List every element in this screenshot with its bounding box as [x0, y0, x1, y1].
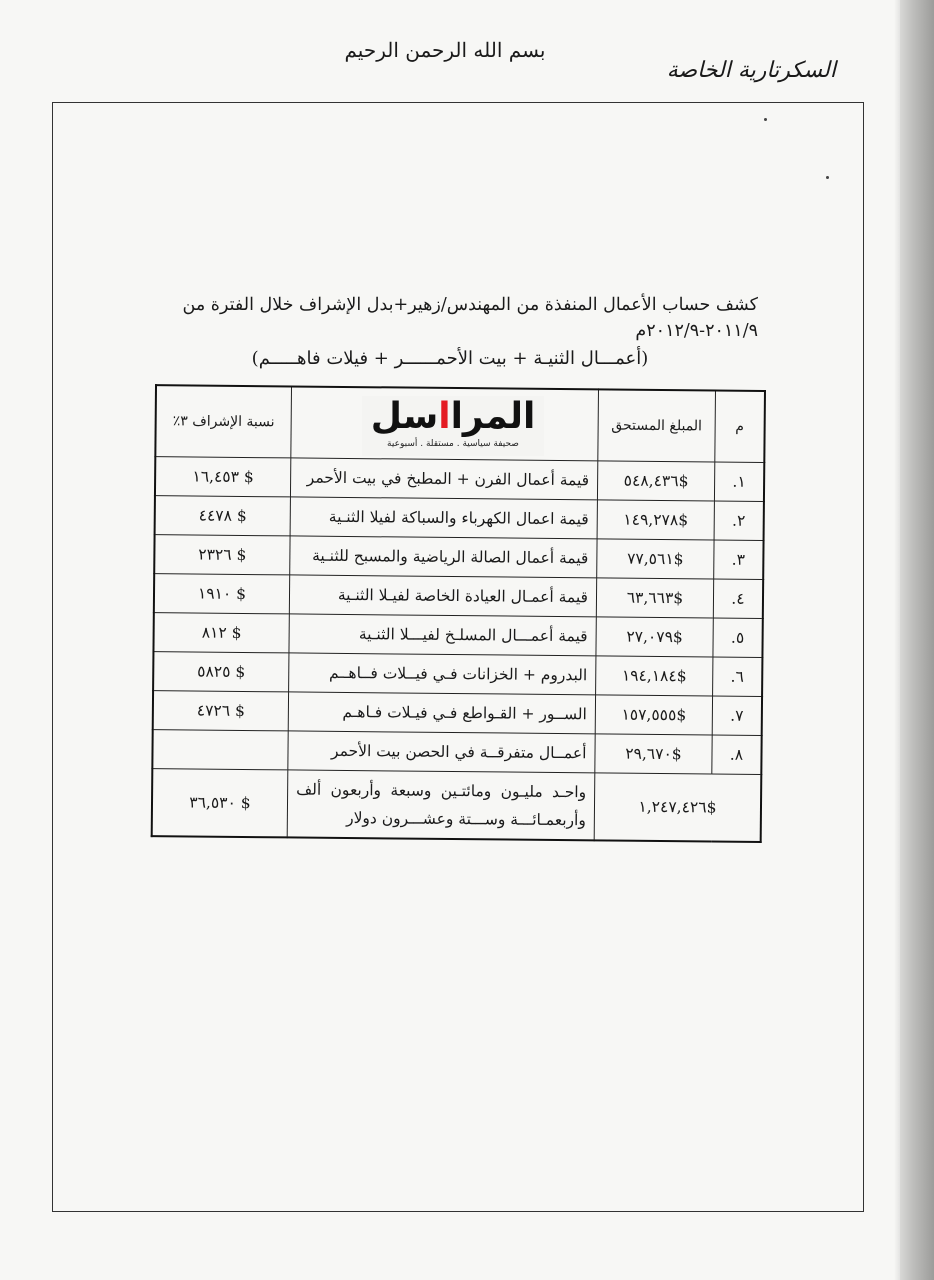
row-supervision: $ ٢٣٢٦ — [154, 535, 290, 575]
row-supervision: $ ٤٧٢٦ — [153, 691, 289, 731]
row-amount: $١٥٧,٥٥٥ — [595, 695, 712, 735]
row-number: ٤. — [713, 579, 763, 618]
row-supervision: $ ١٩١٠ — [154, 574, 290, 614]
total-amount: $١,٢٤٧,٤٢٦ — [594, 773, 761, 842]
header-amount: المبلغ المستحق — [598, 389, 716, 462]
page-shadow — [894, 0, 900, 1280]
header-supervision: نسبة الإشراف ٣٪ — [155, 385, 291, 458]
row-supervision: $ ٥٨٢٥ — [153, 652, 289, 692]
document-title: كشف حساب الأعمال المنفذة من المهندس/زهير+بدل الإشراف خلال الفترة من ٢٠١١/٩-٢٠١٢/٩م — [182, 295, 758, 341]
row-number: ٨. — [712, 735, 762, 774]
table-row — [154, 574, 763, 619]
table-row — [155, 457, 764, 502]
row-amount: $٦٣,٦٦٣ — [596, 578, 713, 618]
row-description: قيمة أعمـال العيادة الخاصة لفيـلا الثنـية — [289, 575, 596, 617]
table-row — [153, 691, 762, 736]
document-subtitle: (أعمـــال الثنيـة + بيت الأحمــــــر + فيلات فاهـــــم) — [251, 348, 649, 369]
logo-wordmark-part: سل — [370, 396, 439, 437]
row-supervision: $ ٨١٢ — [153, 613, 289, 653]
row-amount: $٥٤٨,٤٣٦ — [597, 461, 714, 501]
row-number: ٢. — [714, 501, 764, 540]
row-description: قيمة أعمال الفرن + المطبخ في بيت الأحمر — [290, 458, 597, 500]
scan-speck — [764, 118, 767, 121]
logo-red-drop: ا — [438, 396, 451, 437]
row-number: ٣. — [714, 540, 764, 579]
total-row — [152, 769, 762, 842]
row-number: ٥. — [713, 618, 763, 657]
scan-speck — [826, 176, 829, 179]
table-row — [154, 535, 763, 580]
row-number: ١. — [714, 462, 764, 501]
logo-wordmark-part: المرا — [450, 396, 536, 437]
row-supervision — [152, 730, 288, 770]
table-row — [155, 496, 764, 541]
logo-wordmark — [362, 396, 544, 438]
row-number: ٧. — [712, 696, 762, 735]
row-description: البدروم + الخزانات فـي فيــلات فــاهــم — [289, 653, 596, 695]
table-row — [152, 730, 761, 775]
newspaper-watermark-logo — [362, 396, 544, 456]
table-row — [153, 652, 762, 697]
table-row — [153, 613, 762, 658]
row-amount: $١٤٩,٢٧٨ — [597, 500, 714, 540]
row-description: قيمة أعمال الصالة الرياضية والمسبح للثنـية — [290, 536, 597, 578]
office-heading: السكرتارية الخاصة — [666, 58, 836, 83]
row-description: قيمة أعمـــال المسلـخ لفيـــلا الثنـية — [289, 614, 596, 656]
logo-tagline: صحيفة سياسية . مستقلة . أسبوعية — [387, 439, 519, 449]
row-amount: $١٩٤,١٨٤ — [596, 656, 713, 696]
row-description: الســور + القـواطع فـي فيـلات فـاهـم — [288, 692, 595, 734]
basmala: بسم الله الرحمن الرحيم — [344, 38, 546, 62]
row-description: قيمة اعمال الكهرباء والسباكة لفيلا الثنـية — [290, 497, 597, 539]
row-amount: $٢٩,٦٧٠ — [595, 734, 712, 774]
row-supervision: $ ٤٤٧٨ — [155, 496, 291, 536]
row-amount: $٢٧,٠٧٩ — [596, 617, 713, 657]
total-supervision: $ ٣٦,٥٣٠ — [152, 769, 288, 838]
row-amount: $٧٧,٥٦١ — [597, 539, 714, 579]
row-supervision: $ ١٦,٤٥٣ — [155, 457, 291, 497]
row-description: أعمــال متفرقــة في الحصن بيت الأحمر — [288, 731, 595, 773]
row-number: ٦. — [713, 657, 763, 696]
scan-edge — [900, 0, 934, 1280]
header-number: م — [715, 391, 765, 463]
total-in-words: واحـد مليـون ومائتـين وسبعة وأربعون ألف وأربعمـائـــة وســـتة وعشـــرون دولار — [287, 770, 595, 840]
